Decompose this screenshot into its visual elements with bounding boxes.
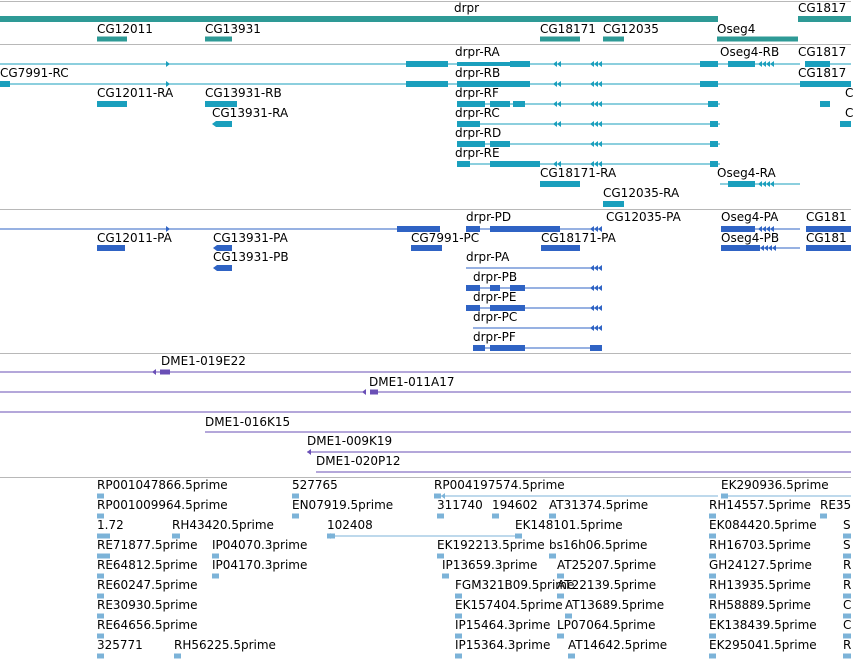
exon-block[interactable] bbox=[820, 101, 830, 107]
strand-arrow[interactable] bbox=[598, 81, 602, 87]
est-label[interactable]: AT13689.5prime bbox=[565, 598, 665, 612]
transcript-label[interactable]: C bbox=[845, 106, 853, 120]
transcript-label[interactable]: CG13931-RB bbox=[205, 86, 282, 100]
exon-block[interactable] bbox=[840, 121, 851, 127]
strand-arrow[interactable] bbox=[598, 101, 602, 107]
transcript-label[interactable]: C bbox=[845, 86, 853, 100]
strand-arrow[interactable] bbox=[762, 181, 766, 187]
protein-label[interactable]: CG18171-PA bbox=[541, 231, 616, 245]
est-label[interactable]: EK295041.5prime bbox=[709, 638, 817, 652]
strand-arrow[interactable] bbox=[594, 325, 598, 331]
est-label[interactable]: LP07064.5prime bbox=[557, 618, 656, 632]
transcript-label[interactable]: drpr-RF bbox=[455, 86, 499, 100]
strand-arrow[interactable] bbox=[557, 61, 561, 67]
strand-arrow[interactable] bbox=[770, 61, 774, 67]
exon-block[interactable] bbox=[0, 81, 10, 87]
protein-label[interactable]: CG7991-PC bbox=[411, 231, 480, 245]
strand-arrow[interactable] bbox=[152, 369, 156, 375]
protein-label[interactable]: drpr-PF bbox=[473, 330, 516, 344]
gene-label-cg1817-cut[interactable]: CG1817 bbox=[798, 1, 847, 15]
est-feature[interactable] bbox=[568, 654, 575, 659]
exon-block[interactable] bbox=[406, 81, 448, 87]
strand-arrow[interactable] bbox=[768, 245, 772, 251]
gene-label-oseg4[interactable]: Oseg4 bbox=[717, 22, 756, 36]
est-label[interactable]: RH13935.5prime bbox=[709, 578, 811, 592]
est-label[interactable]: IP04070.3prime bbox=[212, 538, 308, 552]
strand-arrow[interactable] bbox=[594, 141, 598, 147]
strand-arrow[interactable] bbox=[212, 121, 216, 127]
strand-arrow[interactable] bbox=[594, 265, 598, 271]
transcript-label[interactable]: CG7991-RC bbox=[0, 66, 69, 80]
strand-arrow[interactable] bbox=[362, 389, 366, 395]
est-feature[interactable] bbox=[292, 514, 299, 519]
est-label[interactable]: EK157404.5prime bbox=[455, 598, 563, 612]
est-label[interactable]: RE64656.5prime bbox=[97, 618, 198, 632]
strand-arrow[interactable] bbox=[598, 61, 602, 67]
est-label[interactable]: IP15464.3prime bbox=[455, 618, 551, 632]
transcript-label[interactable]: drpr-RA bbox=[455, 45, 500, 59]
exon-block[interactable] bbox=[411, 245, 442, 251]
strand-arrow[interactable] bbox=[553, 121, 557, 127]
strand-arrow[interactable] bbox=[590, 61, 594, 67]
exon-block[interactable] bbox=[540, 181, 580, 187]
est-label[interactable]: RE30930.5prime bbox=[97, 598, 198, 612]
strand-arrow[interactable] bbox=[557, 81, 561, 87]
protein-label[interactable]: CG12011-PA bbox=[97, 231, 172, 245]
exon-block[interactable] bbox=[710, 121, 718, 127]
est-feature[interactable] bbox=[820, 514, 827, 519]
gene-label-cg12011[interactable]: CG12011 bbox=[97, 22, 153, 36]
transcript-label[interactable]: CG18171-RA bbox=[540, 166, 617, 180]
gene-label-cg12035[interactable]: CG12035 bbox=[603, 22, 659, 36]
transcript-label[interactable]: Oseg4-RB bbox=[720, 45, 780, 59]
protein-label[interactable]: CG181 bbox=[806, 210, 847, 224]
exon-block[interactable] bbox=[710, 141, 718, 147]
est-label[interactable]: S bbox=[843, 518, 851, 532]
strand-arrow[interactable] bbox=[598, 305, 602, 311]
strand-arrow[interactable] bbox=[590, 121, 594, 127]
gene-bar[interactable] bbox=[205, 37, 232, 42]
exon-block[interactable] bbox=[603, 201, 624, 207]
gene-bar[interactable] bbox=[97, 37, 127, 42]
est-label[interactable]: RE64812.5prime bbox=[97, 558, 198, 572]
exon-block[interactable] bbox=[806, 245, 851, 251]
transcript-label[interactable]: CG12011-RA bbox=[97, 86, 174, 100]
strand-arrow[interactable] bbox=[590, 325, 594, 331]
gene-label-cg18171[interactable]: CG18171 bbox=[540, 22, 596, 36]
exon-block[interactable] bbox=[490, 345, 525, 351]
est-label[interactable]: RH56225.5prime bbox=[174, 638, 276, 652]
strand-arrow[interactable] bbox=[594, 285, 598, 291]
exon-block[interactable] bbox=[700, 61, 718, 67]
exon-block[interactable] bbox=[728, 61, 755, 67]
est-feature[interactable] bbox=[709, 654, 716, 659]
est-label[interactable]: bs16h06.5prime bbox=[549, 538, 648, 552]
exon-block[interactable] bbox=[541, 245, 580, 251]
est-feature[interactable] bbox=[557, 634, 564, 639]
transcript-label[interactable]: drpr-RE bbox=[455, 146, 500, 160]
strand-arrow[interactable] bbox=[594, 81, 598, 87]
strand-arrow[interactable] bbox=[557, 101, 561, 107]
est-feature[interactable] bbox=[442, 574, 449, 579]
strand-arrow[interactable] bbox=[766, 61, 770, 67]
transcript-label[interactable]: drpr-RC bbox=[455, 106, 500, 120]
exon-block[interactable] bbox=[490, 161, 540, 167]
strand-arrow[interactable] bbox=[598, 121, 602, 127]
strand-arrow[interactable] bbox=[590, 101, 594, 107]
est-label[interactable]: RE71877.5prime bbox=[97, 538, 198, 552]
strand-arrow[interactable] bbox=[770, 181, 774, 187]
exon-block[interactable] bbox=[708, 101, 718, 107]
strand-arrow[interactable] bbox=[553, 101, 557, 107]
est-label[interactable]: 102408 bbox=[327, 518, 373, 532]
est-label[interactable]: RH16703.5prime bbox=[709, 538, 811, 552]
transcript-label[interactable]: CG12035-RA bbox=[603, 186, 680, 200]
strand-arrow[interactable] bbox=[758, 61, 762, 67]
est-feature[interactable] bbox=[455, 654, 462, 659]
gene-label-cg13931[interactable]: CG13931 bbox=[205, 22, 261, 36]
est-feature[interactable] bbox=[212, 574, 219, 579]
est-feature[interactable] bbox=[437, 514, 444, 519]
est-label[interactable]: S bbox=[843, 538, 851, 552]
exon-block[interactable] bbox=[590, 345, 602, 351]
protein-label[interactable]: Oseg4-PA bbox=[721, 210, 779, 224]
est-label[interactable]: 194602 bbox=[492, 498, 538, 512]
strand-arrow[interactable] bbox=[166, 61, 170, 67]
exon-block[interactable] bbox=[473, 345, 485, 351]
strand-arrow[interactable] bbox=[598, 325, 602, 331]
est-label[interactable]: C bbox=[843, 618, 852, 632]
strand-arrow[interactable] bbox=[760, 245, 764, 251]
est-label[interactable]: RP001009964.5prime bbox=[97, 498, 228, 512]
gene-bar[interactable] bbox=[540, 37, 580, 42]
est-feature[interactable] bbox=[492, 514, 499, 519]
est-label[interactable]: EK192213.5prime bbox=[437, 538, 545, 552]
strand-arrow[interactable] bbox=[772, 245, 776, 251]
est-label[interactable]: RH14557.5prime bbox=[709, 498, 811, 512]
strand-arrow[interactable] bbox=[590, 81, 594, 87]
strand-arrow[interactable] bbox=[758, 181, 762, 187]
exon-block[interactable] bbox=[510, 61, 530, 67]
exon-block[interactable] bbox=[800, 81, 851, 87]
est-label[interactable]: AT25207.5prime bbox=[557, 558, 657, 572]
protein-label[interactable]: CG12035-PA bbox=[606, 210, 681, 224]
est-label[interactable]: 311740 bbox=[437, 498, 483, 512]
est-feature[interactable] bbox=[97, 654, 104, 659]
strand-arrow[interactable] bbox=[766, 181, 770, 187]
strand-arrow[interactable] bbox=[594, 101, 598, 107]
est-label[interactable]: R bbox=[843, 558, 852, 572]
exon-block[interactable] bbox=[457, 161, 470, 167]
est-feature[interactable] bbox=[549, 554, 556, 559]
exon-block[interactable] bbox=[216, 121, 232, 127]
protein-label[interactable]: drpr-PE bbox=[473, 290, 517, 304]
strand-arrow[interactable] bbox=[307, 449, 311, 455]
exon-block[interactable] bbox=[160, 370, 170, 375]
strand-arrow[interactable] bbox=[594, 61, 598, 67]
clone-label[interactable]: DME1-016K15 bbox=[205, 415, 291, 429]
est-feature[interactable] bbox=[843, 654, 851, 659]
clone-label[interactable]: DME1-020P12 bbox=[316, 454, 401, 468]
exon-block[interactable] bbox=[97, 101, 127, 107]
protein-label[interactable]: CG13931-PB bbox=[213, 250, 289, 264]
strand-arrow[interactable] bbox=[213, 265, 217, 271]
est-label[interactable]: IP15364.3prime bbox=[455, 638, 551, 652]
exon-block[interactable] bbox=[721, 245, 760, 251]
transcript-label[interactable]: drpr-RB bbox=[455, 66, 501, 80]
exon-block[interactable] bbox=[700, 81, 718, 87]
gene-bar[interactable] bbox=[603, 37, 624, 42]
transcript-label[interactable]: drpr-RD bbox=[455, 126, 502, 140]
exon-block[interactable] bbox=[370, 390, 378, 395]
strand-arrow[interactable] bbox=[590, 141, 594, 147]
est-label[interactable]: IP13659.3prime bbox=[442, 558, 538, 572]
exon-block[interactable] bbox=[406, 61, 448, 67]
est-label[interactable]: RP004197574.5prime bbox=[434, 478, 565, 492]
est-label[interactable]: FGM321B09.5prime bbox=[455, 578, 575, 592]
est-label[interactable]: AT22139.5prime bbox=[557, 578, 657, 592]
est-label[interactable]: RH43420.5prime bbox=[172, 518, 274, 532]
est-label[interactable]: EK138439.5prime bbox=[709, 618, 817, 632]
transcript-label[interactable]: CG13931-RA bbox=[212, 106, 289, 120]
transcript-label[interactable]: CG1817 bbox=[798, 66, 847, 80]
strand-arrow[interactable] bbox=[598, 265, 602, 271]
exon-block[interactable] bbox=[217, 265, 232, 271]
clone-label[interactable]: DME1-011A17 bbox=[369, 375, 455, 389]
protein-label[interactable]: CG181 bbox=[806, 231, 847, 245]
clone-label[interactable]: DME1-019E22 bbox=[161, 354, 246, 368]
est-label[interactable]: IP04170.3prime bbox=[212, 558, 308, 572]
exon-block[interactable] bbox=[728, 181, 755, 187]
strand-arrow[interactable] bbox=[590, 305, 594, 311]
est-feature[interactable] bbox=[174, 654, 181, 659]
est-label[interactable]: RH58889.5prime bbox=[709, 598, 811, 612]
strand-arrow[interactable] bbox=[590, 265, 594, 271]
est-label[interactable]: 325771 bbox=[97, 638, 143, 652]
strand-arrow[interactable] bbox=[557, 121, 561, 127]
est-label[interactable]: EK148101.5prime bbox=[515, 518, 623, 532]
gene-bar[interactable] bbox=[798, 16, 851, 22]
strand-arrow[interactable] bbox=[762, 61, 766, 67]
strand-arrow[interactable] bbox=[553, 81, 557, 87]
est-label[interactable]: EK084420.5prime bbox=[709, 518, 817, 532]
protein-label[interactable]: drpr-PC bbox=[473, 310, 518, 324]
protein-label[interactable]: drpr-PA bbox=[466, 250, 510, 264]
gene-bar[interactable] bbox=[717, 37, 798, 42]
est-label[interactable]: C bbox=[843, 598, 852, 612]
est-label[interactable]: R bbox=[843, 578, 852, 592]
exon-block[interactable] bbox=[97, 245, 125, 251]
strand-arrow[interactable] bbox=[594, 305, 598, 311]
strand-arrow[interactable] bbox=[594, 121, 598, 127]
est-label[interactable]: RE35 bbox=[820, 498, 852, 512]
strand-arrow[interactable] bbox=[590, 285, 594, 291]
est-label[interactable]: R bbox=[843, 638, 852, 652]
est-label[interactable]: EK290936.5prime bbox=[721, 478, 829, 492]
protein-label[interactable]: CG13931-PA bbox=[213, 231, 288, 245]
est-label[interactable]: AT31374.5prime bbox=[549, 498, 649, 512]
transcript-label[interactable]: CG1817 bbox=[798, 45, 847, 59]
strand-arrow[interactable] bbox=[553, 61, 557, 67]
est-label[interactable]: EN07919.5prime bbox=[292, 498, 394, 512]
est-label[interactable]: 527765 bbox=[292, 478, 338, 492]
protein-label[interactable]: Oseg4-PB bbox=[721, 231, 780, 245]
strand-arrow[interactable] bbox=[598, 141, 602, 147]
strand-arrow[interactable] bbox=[764, 245, 768, 251]
protein-label[interactable]: drpr-PD bbox=[466, 210, 512, 224]
gene-label-drpr[interactable]: drpr bbox=[454, 1, 480, 15]
transcript-label[interactable]: Oseg4-RA bbox=[717, 166, 776, 180]
est-label[interactable]: RE60247.5prime bbox=[97, 578, 198, 592]
clone-label[interactable]: DME1-009K19 bbox=[307, 434, 393, 448]
est-label[interactable]: 1.72 bbox=[97, 518, 124, 532]
protein-label[interactable]: drpr-PB bbox=[473, 270, 518, 284]
est-label[interactable]: AT14642.5prime bbox=[568, 638, 668, 652]
est-label[interactable]: GH24127.5prime bbox=[709, 558, 812, 572]
est-label[interactable]: RP001047866.5prime bbox=[97, 478, 228, 492]
strand-arrow[interactable] bbox=[598, 285, 602, 291]
